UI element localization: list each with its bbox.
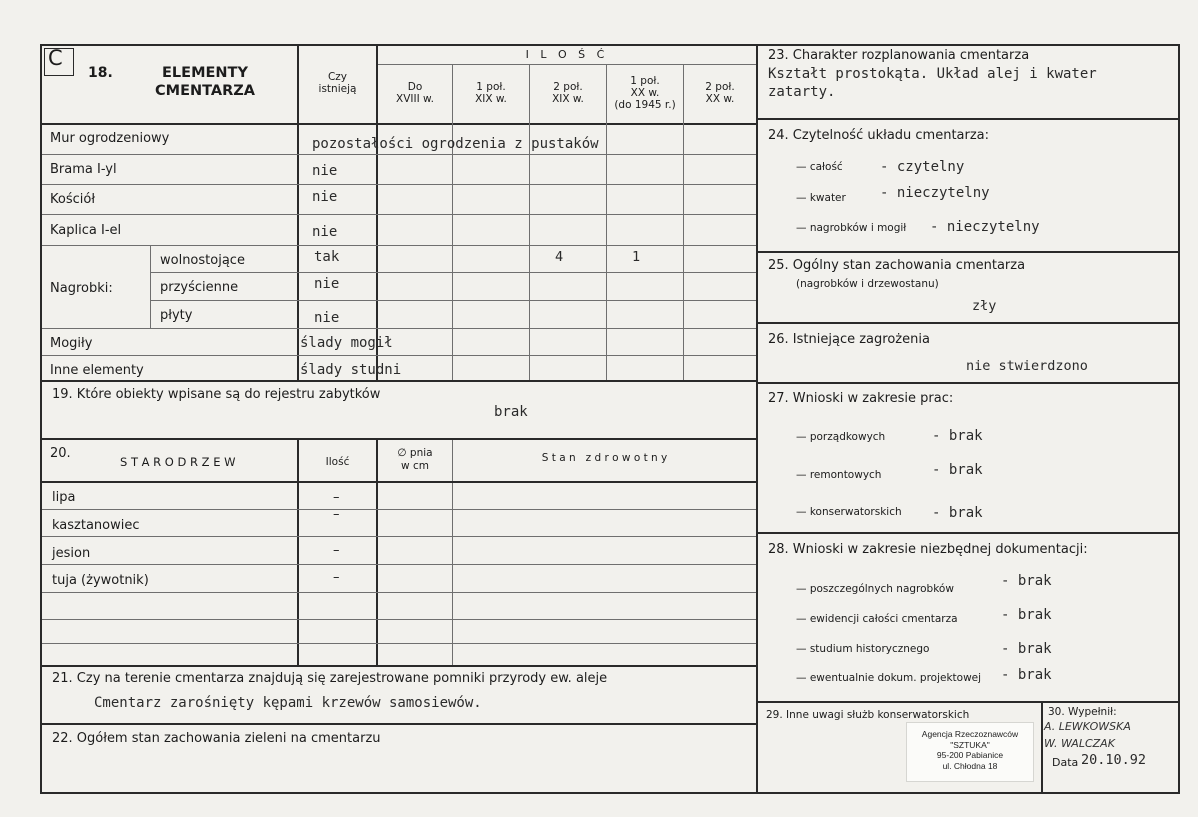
period-line: Do — [407, 81, 423, 93]
section-number: 18. — [88, 65, 113, 81]
q20-number: 20. — [50, 446, 71, 461]
q27-item-label: — porządkowych — [796, 431, 886, 443]
tree-count: – — [333, 570, 340, 585]
kosciol-label: Kościół — [50, 192, 96, 207]
q28-item-value: - brak — [1001, 667, 1052, 683]
signature-name-1: A. LEWKOWSKA — [1044, 720, 1131, 733]
agency-stamp — [906, 722, 1034, 782]
stamp-line: ul. Chłodna 18 — [942, 760, 998, 771]
section-title-line2: CMENTARZA — [155, 83, 255, 99]
q27-item-value: - brak — [932, 505, 983, 521]
q28-label: 28. Wnioski w zakresie niezbędnej dokumentacji: — [768, 542, 1088, 557]
q24-calosc-label: — całość — [796, 161, 843, 173]
wolnostojace-label: wolnostojące — [160, 253, 245, 268]
signature-name-2: W. WALCZAK — [1044, 737, 1115, 750]
period-line: XIX w. — [475, 93, 507, 105]
trunk-diameter-header — [378, 447, 452, 473]
istnieja-line: istnieją — [318, 83, 357, 95]
period-line: XX w. — [705, 93, 735, 105]
data-label: Data — [1052, 756, 1079, 769]
tree-name: kasztanowiec — [52, 518, 140, 533]
czy-line: Czy — [327, 71, 348, 83]
period-header — [378, 81, 452, 105]
period-line: XVIII w. — [396, 93, 434, 105]
period-header — [530, 81, 606, 105]
mogily-value: ślady mogił — [300, 335, 393, 351]
przyscienne-label: przyścienne — [160, 280, 239, 295]
plyty-value: nie — [314, 310, 340, 326]
q28-item-value: - brak — [1001, 573, 1052, 589]
q25-label: 25. Ogólny stan zachowania cmentarza — [768, 258, 1026, 273]
q24-nagrobkow-value: - nieczytelny — [930, 219, 1040, 235]
plyty-label: płyty — [160, 308, 193, 323]
mogily-label: Mogiły — [50, 336, 93, 351]
q30-label: 30. Wypełnił: — [1048, 706, 1117, 718]
q27-item-value: - brak — [932, 428, 983, 444]
q24-kwater-value: - nieczytelny — [880, 185, 990, 201]
kaplica-label: Kaplica I-el — [50, 223, 122, 238]
stamp-line: Agencja Rzeczoznawców — [921, 729, 1019, 739]
starodrzew-title: S T A R O D R Z E W — [120, 455, 236, 469]
period-line: XIX w. — [552, 93, 584, 105]
q28-item-label: — poszczególnych nagrobków — [796, 583, 954, 595]
q28-item-value: - brak — [1001, 607, 1052, 623]
period-line: 1 poł. — [630, 75, 660, 87]
section-title-line1: ELEMENTY — [162, 65, 248, 81]
period-line: (do 1945 r.) — [614, 99, 676, 111]
period-header — [453, 81, 529, 105]
inne-label: Inne elementy — [50, 363, 144, 378]
inne-value: ślady studni — [300, 362, 402, 378]
tree-name: lipa — [52, 490, 76, 505]
q29-label: 29. Inne uwagi służb konserwatorskich — [766, 709, 970, 721]
trunk-diameter-line: w cm — [401, 460, 429, 472]
brama-label: Brama I-yl — [50, 162, 117, 177]
q28-item-label: — ewidencji całości cmentarza — [796, 613, 958, 625]
tree-count: – — [333, 543, 340, 558]
q23-label: 23. Charakter rozplanowania cmentarza — [768, 48, 1030, 63]
q19-label: 19. Które obiekty wpisane są do rejestru zabytków — [52, 387, 381, 402]
stamp-line: 95-200 Pabianice — [936, 750, 1004, 760]
period-line: 2 poł. — [553, 81, 583, 93]
brama-value: nie — [312, 163, 338, 179]
kaplica-value: nie — [312, 224, 338, 240]
mur-label: Mur ogrodzeniowy — [50, 131, 170, 146]
q25-sub: (nagrobków i drzewostanu) — [796, 278, 939, 290]
wolnostojace-value: tak — [314, 249, 340, 265]
q24-calosc-value: - czytelny — [880, 159, 965, 175]
q27-item-label: — konserwatorskich — [796, 506, 902, 518]
q27-item-value: - brak — [932, 462, 983, 478]
q19-value: brak — [494, 404, 528, 420]
nagrobki-label: Nagrobki: — [50, 281, 113, 296]
tree-count: – — [333, 490, 340, 505]
period-line: XX w. — [630, 87, 660, 99]
period-header — [684, 81, 756, 105]
wolnostojace-count-1pol-xx: 1 — [632, 249, 641, 265]
period-line: 2 poł. — [705, 81, 735, 93]
mur-value: pozostałości ogrodzenia z pustaków — [312, 136, 599, 152]
stamp-line: "SZTUKA" — [950, 739, 990, 750]
q28-item-label: — studium historycznego — [796, 643, 930, 655]
ilosc-header: I L O Ś Ć — [525, 48, 609, 61]
q23-line1: Kształt prostokąta. Układ alej i kwater — [768, 66, 1097, 82]
przyscienne-value: nie — [314, 276, 340, 292]
q28-item-value: - brak — [1001, 641, 1052, 657]
q27-label: 27. Wnioski w zakresie prac: — [768, 391, 954, 406]
kosciol-value: nie — [312, 189, 338, 205]
q24-nagrobkow-label: — nagrobków i mogił — [796, 222, 907, 234]
q23-line2: zatarty. — [768, 84, 836, 100]
health-header: S t a n z d r o w o t n y — [541, 452, 668, 464]
period-header — [607, 75, 683, 111]
tree-name: tuja (żywotnik) — [52, 573, 149, 588]
q21-value: Cmentarz zarośnięty kępami krzewów samosiewów. — [94, 695, 482, 711]
trunk-diameter-line: ∅ pnia — [397, 447, 433, 459]
q28-item-label: — ewentualnie dokum. projektowej — [796, 672, 982, 684]
q25-value: zły — [972, 298, 997, 314]
tree-ilosc-header: Ilość — [325, 456, 350, 468]
q26-label: 26. Istniejące zagrożenia — [768, 332, 930, 347]
q26-value: nie stwierdzono — [966, 358, 1088, 374]
wolnostojace-count-2pol-xix: 4 — [555, 249, 564, 265]
data-value: 20.10.92 — [1081, 752, 1147, 768]
q21-label: 21. Czy na terenie cmentarza znajdują się zarejestrowane pomniki przyrody ew. aleje — [52, 671, 608, 686]
czy-istnieja-header — [299, 71, 376, 95]
period-line: 1 poł. — [476, 81, 506, 93]
tree-count: – — [333, 507, 340, 522]
tree-name: jesion — [52, 546, 91, 561]
q24-kwater-label: — kwater — [796, 192, 846, 204]
q24-label: 24. Czytelność układu cmentarza: — [768, 128, 990, 143]
section-title — [140, 64, 270, 100]
section-letter-box: C — [48, 46, 63, 70]
q27-item-label: — remontowych — [796, 469, 882, 481]
q22-label: 22. Ogółem stan zachowania zieleni na cmentarzu — [52, 731, 381, 746]
